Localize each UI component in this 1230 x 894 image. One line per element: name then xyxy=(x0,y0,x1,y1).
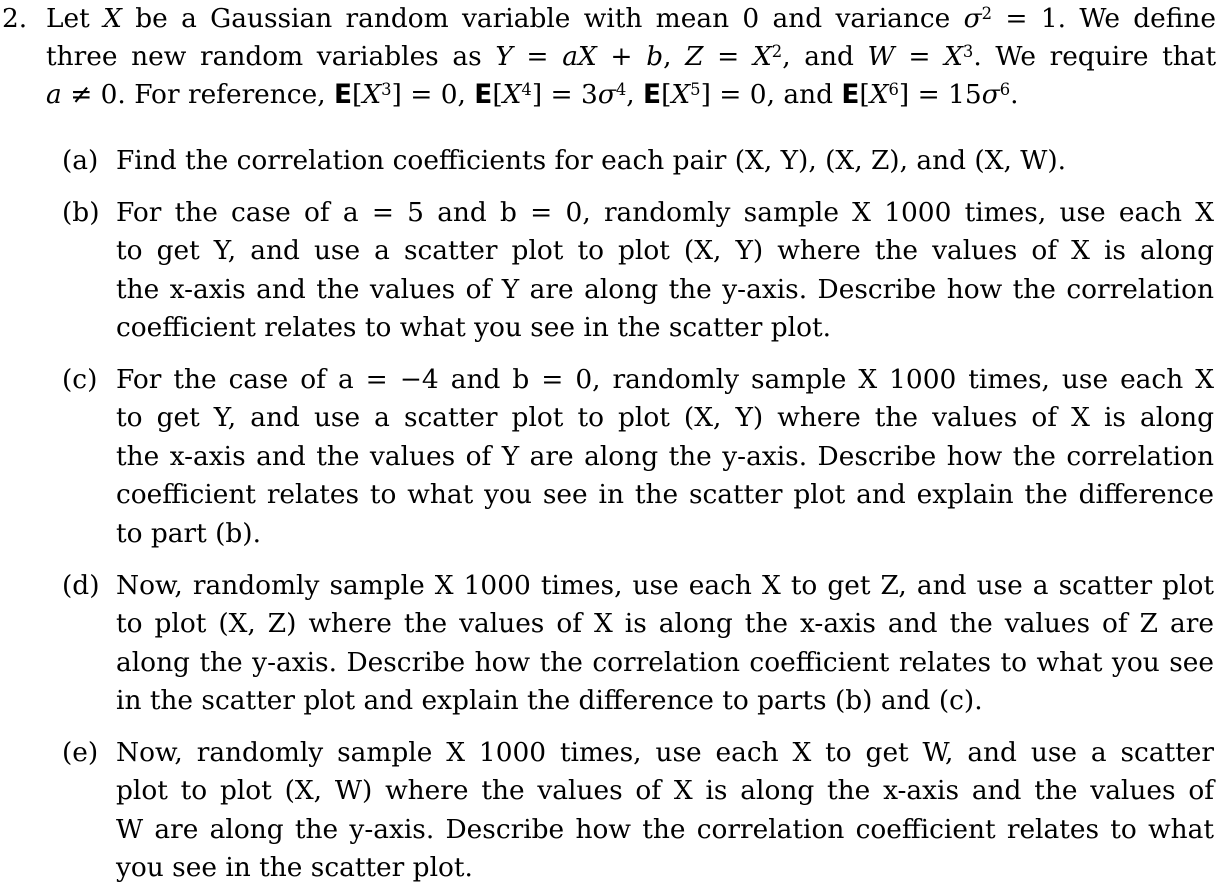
part-b-line-3: the x-axis and the values of Y are along the y-axis. Describe how the correlation xyxy=(116,274,1214,305)
part-a-label: (a) xyxy=(62,145,99,176)
part-d-line-3: along the y-axis. Describe how the correlation coefficient relates to what you see xyxy=(116,647,1214,678)
part-b-label: (b) xyxy=(62,197,100,228)
part-c-line-4: coefficient relates to what you see in the scatter plot and explain the difference xyxy=(116,479,1214,510)
part-b-line-1: For the case of a = 5 and b = 0, randomly sample X 1000 times, use each X xyxy=(116,197,1214,228)
part-c-line-5: to part (b). xyxy=(116,518,261,549)
part-e-line-1: Now, randomly sample X 1000 times, use each X to get W, and use a scatter xyxy=(116,737,1214,768)
part-d-line-2: to plot (X, Z) where the values of X is along the x-axis and the values of Z are xyxy=(116,608,1214,639)
part-d-line-4: in the scatter plot and explain the difference to parts (b) and (c). xyxy=(116,685,983,716)
part-d-line-1: Now, randomly sample X 1000 times, use each X to get Z, and use a scatter plot xyxy=(116,570,1214,601)
part-c-line-3: the x-axis and the values of Y are along the y-axis. Describe how the correlation xyxy=(116,441,1214,472)
part-b-line-2: to get Y, and use a scatter plot to plot (X, Y) where the values of X is along xyxy=(116,235,1214,266)
part-d-label: (d) xyxy=(62,570,100,601)
part-c-line-1: For the case of a = −4 and b = 0, randomly sample X 1000 times, use each X xyxy=(116,364,1214,395)
intro-line-1: Let X be a Gaussian random variable with mean 0 and variance $\sigma^2 = 1$. We define xyxy=(46,3,1216,34)
intro-line-3: a ≠ 0. For reference, $E[X^3] = 0$, $E[X^4] = 3\sigma^4$, $E[X^5] = 0$, and $E[X^6] = 15\sigma^6$. xyxy=(46,79,1019,110)
problem-number: 2. xyxy=(2,3,28,34)
part-b-line-4: coefficient relates to what you see in the scatter plot. xyxy=(116,312,831,343)
part-a-line-1: Find the correlation coefficients for each pair (X, Y), (X, Z), and (X, W). xyxy=(116,145,1067,176)
part-e-line-3: W are along the y-axis. Describe how the correlation coefficient relates to what xyxy=(116,814,1214,845)
part-e-line-2: plot to plot (X, W) where the values of X is along the x-axis and the values of xyxy=(116,775,1214,806)
part-c-line-2: to get Y, and use a scatter plot to plot (X, Y) where the values of X is along xyxy=(116,402,1214,433)
part-c-label: (c) xyxy=(62,364,98,395)
part-e-label: (e) xyxy=(62,737,99,768)
part-e-line-4: you see in the scatter plot. xyxy=(116,852,473,883)
intro-line-2: three new random variables as Y = aX + b, $Z = X^2$, and $W = X^3$. We require that xyxy=(46,41,1217,72)
